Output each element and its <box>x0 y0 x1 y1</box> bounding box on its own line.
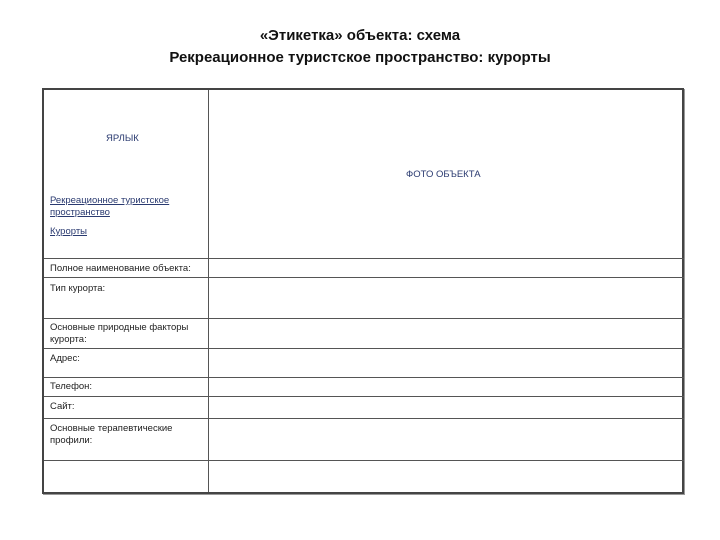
link-recreational-space[interactable]: Рекреационное туристское пространство <box>50 195 170 218</box>
page-subtitle: Рекреационное туристское пространство: курорты <box>169 49 551 66</box>
field-natural-factors: Основные природные факторы курорта: <box>50 322 189 345</box>
label-card <box>42 88 684 494</box>
column-divider <box>208 90 209 492</box>
field-address: Адрес: <box>50 353 80 364</box>
row-divider <box>44 418 684 419</box>
row-divider <box>44 258 684 259</box>
page-title: «Этикетка» объекта: схема <box>259 27 461 44</box>
header <box>0 26 720 68</box>
label-caption: ЯРЛЫК <box>106 133 139 144</box>
row-divider <box>44 396 684 397</box>
photo-caption: ФОТО ОБЪЕКТА <box>406 169 481 180</box>
row-divider <box>44 277 684 278</box>
row-divider <box>44 460 684 461</box>
field-site: Сайт: <box>50 401 75 412</box>
row-divider <box>44 318 684 319</box>
row-divider <box>44 348 684 349</box>
field-phone: Телефон: <box>50 381 93 392</box>
field-full-name: Полное наименование объекта: <box>50 263 191 274</box>
row-divider <box>44 377 684 378</box>
field-therapeutic-profiles: Основные терапевтические профили: <box>50 423 173 446</box>
link-resorts[interactable]: Курорты <box>50 226 87 237</box>
field-resort-type: Тип курорта: <box>50 283 106 294</box>
